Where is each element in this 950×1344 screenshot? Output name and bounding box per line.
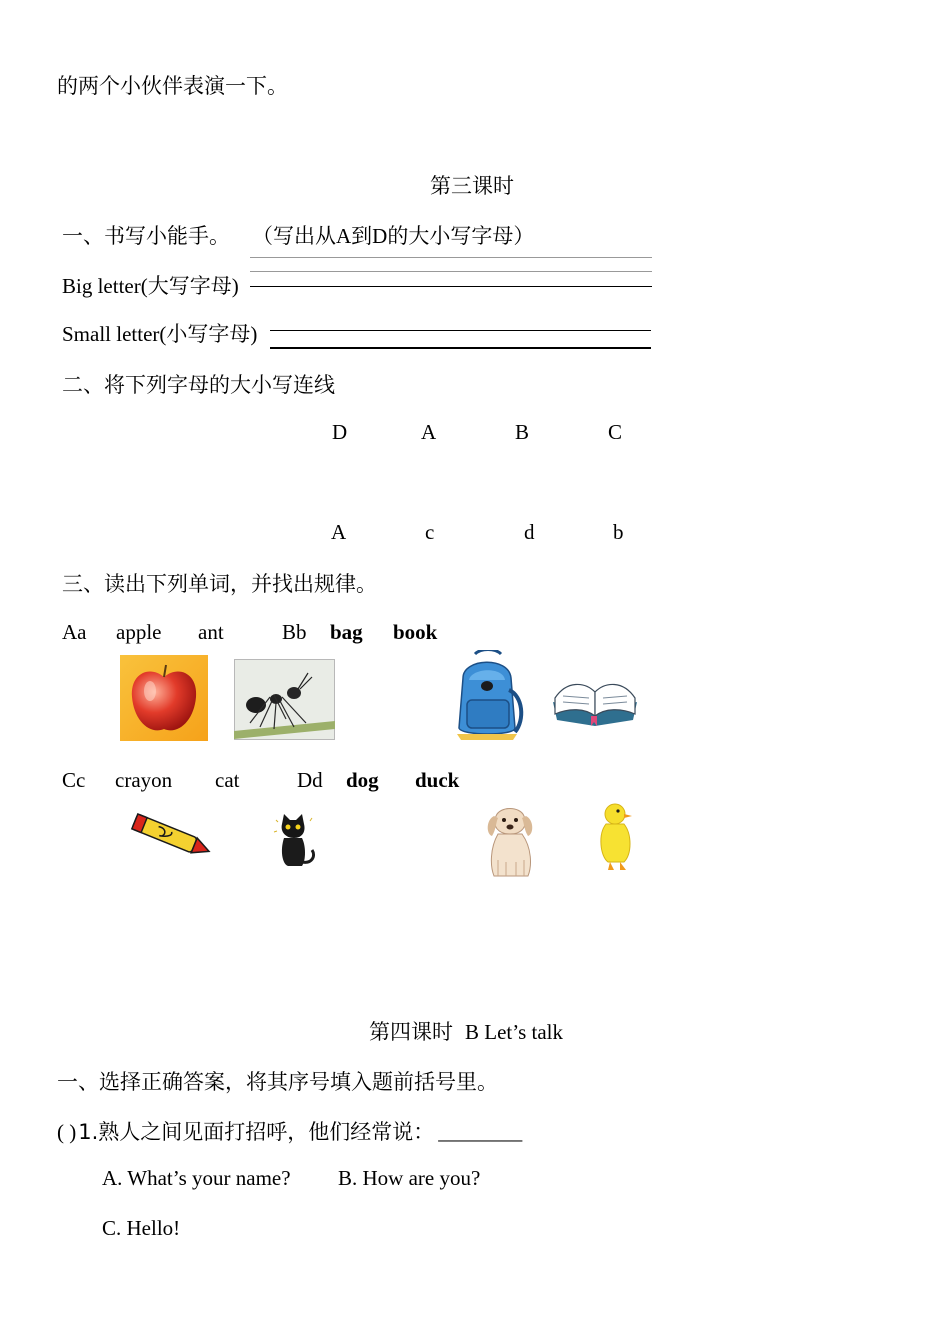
item-text: 1.熟人之间见面打招呼，他们经常说：	[78, 1120, 435, 1144]
q1-note-d: D	[372, 224, 388, 248]
item-blank[interactable]: ________	[438, 1120, 523, 1144]
q1-note-mid: 到	[351, 224, 373, 248]
q1-note-open: （写出从	[252, 224, 336, 248]
word-apple: apple	[116, 620, 162, 644]
l4-q1-heading: 一、选择正确答案，将其序号填入题前括号里。	[57, 1070, 498, 1094]
bag-picture	[447, 650, 529, 742]
small-label-cn: 小写字母	[166, 322, 251, 346]
word-ant: ant	[198, 620, 224, 644]
guide-line-mid	[250, 271, 652, 272]
upper-letter-2: A	[421, 420, 437, 444]
lesson4-title	[369, 1016, 563, 1046]
q1-note-a: A	[336, 224, 352, 248]
lower-letter-3: d	[524, 520, 535, 544]
word-book: book	[393, 620, 438, 644]
small-label-close: )	[250, 322, 258, 346]
q1-note-close: 的大小写字母）	[387, 224, 535, 248]
apple-picture	[120, 655, 208, 741]
book-picture	[549, 672, 641, 726]
guide-line-top	[250, 257, 652, 258]
word-crayon: crayon	[115, 768, 173, 792]
big-letter-answer-line[interactable]	[250, 286, 652, 287]
word-bag: bag	[330, 620, 363, 644]
word-cat: cat	[215, 768, 240, 792]
word-dog: dog	[346, 768, 379, 792]
upper-letter-4: C	[608, 420, 623, 444]
crayon-picture	[126, 812, 216, 860]
small-letter-label	[62, 318, 257, 348]
big-label-close: )	[231, 274, 239, 298]
option-c: C. Hello!	[102, 1216, 181, 1240]
lesson4-title-en: B Let’s talk	[465, 1020, 563, 1044]
q2-heading: 二、将下列字母的大小写连线	[62, 373, 335, 397]
q3-heading: 三、读出下列单词，并找出规律。	[62, 572, 377, 596]
cat-picture	[272, 810, 320, 868]
l4-q1-item	[57, 1116, 522, 1146]
lesson4-title-cn: 第四课时	[369, 1020, 453, 1044]
upper-letter-3: B	[515, 420, 530, 444]
big-letter-label	[62, 270, 239, 300]
big-label-en: Big letter(	[62, 274, 148, 298]
dog-picture	[480, 804, 542, 880]
small-letter-answer-line-1[interactable]	[270, 330, 651, 331]
option-b: B. How are you?	[338, 1166, 481, 1190]
lower-letter-2: c	[425, 520, 435, 544]
word-duck: duck	[415, 768, 460, 792]
letter-cc: Cc	[62, 768, 86, 792]
letter-bb: Bb	[282, 620, 307, 644]
letter-aa: Aa	[62, 620, 87, 644]
answer-paren[interactable]: ( )	[57, 1120, 77, 1144]
duck-picture	[598, 800, 634, 872]
small-letter-answer-line-2[interactable]	[270, 347, 651, 349]
option-a: A. What’s your name?	[102, 1166, 291, 1190]
lesson3-title: 第三课时	[430, 174, 514, 198]
q1-heading: 一、书写小能手。	[62, 224, 230, 248]
q1-note	[252, 220, 534, 250]
ant-picture	[234, 659, 335, 740]
big-label-cn: 大写字母	[147, 274, 232, 298]
lower-letter-1: A	[331, 520, 347, 544]
intro-text: 的两个小伙伴表演一下。	[57, 74, 288, 98]
upper-letter-1: D	[332, 420, 348, 444]
letter-dd: Dd	[297, 768, 323, 792]
lower-letter-4: b	[613, 520, 624, 544]
small-label-en: Small letter(	[62, 322, 167, 346]
